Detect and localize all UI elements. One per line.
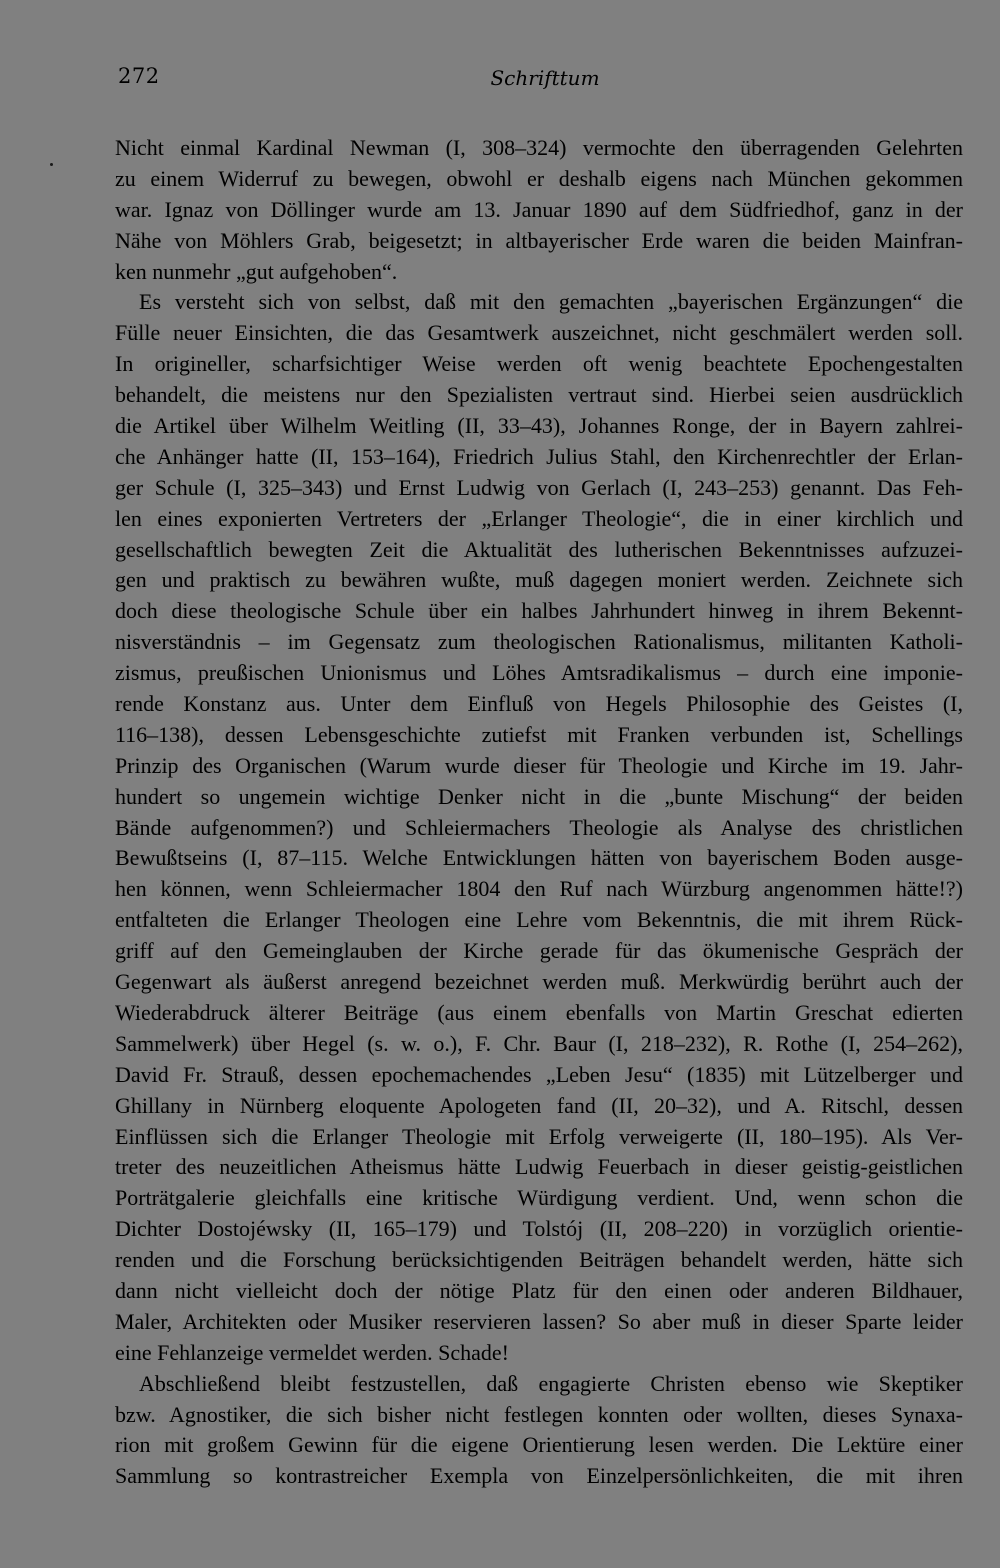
text-line: renden und die Forschung berücksichtigenden Beiträgen behandelt werden, hätte sich xyxy=(115,1247,963,1273)
text-line: behandelt, die meistens nur den Spezialisten vertraut sind. Hierbei seien ausdrücklich xyxy=(115,382,963,408)
text-line: hundert so ungemein wichtige Denker nicht in die „bunte Mischung“ der beiden xyxy=(115,783,963,809)
scan-speck xyxy=(50,163,53,166)
text-line: Nicht einmal Kardinal Newman (I, 308–324) vermochte den überragenden Gelehrten xyxy=(115,135,963,160)
text-line: entfalteten die Erlanger Theologen eine Lehre vom Bekenntnis, die mit ihrem Rück- xyxy=(115,907,963,933)
text-line: zu einem Widerruf zu bewegen, obwohl er deshalb eigens nach München gekommen xyxy=(115,165,963,191)
text-line: hen können, wenn Schleiermacher 1804 den Ruf nach Würzburg angenommen hätte!?) xyxy=(115,876,963,902)
text-line: doch diese theologische Schule über ein halbes Jahrhundert hinweg in ihrem Bekennt- xyxy=(115,598,963,624)
text-line: Fülle neuer Einsichten, die das Gesamtwerk auszeichnet, nicht geschmälert werden soll. xyxy=(115,320,963,346)
text-line: Bände aufgenommen?) und Schleiermachers Theologie als Analyse des christlichen xyxy=(115,814,963,840)
text-line: rion mit großem Gewinn für die eigene Orientierung lesen werden. Die Lektüre einer xyxy=(115,1432,963,1458)
text-line: zismus, preußischen Unionismus und Löhes Amtsradikalismus – durch eine imponie- xyxy=(115,660,963,686)
page-number: 272 xyxy=(118,64,160,88)
text-line: dann nicht vielleicht doch der nötige Platz für den einen oder anderen Bildhauer, xyxy=(115,1277,963,1303)
text-line: Einflüssen sich die Erlanger Theologie mit Erfolg verweigerte (II, 180–195). Als Ver- xyxy=(115,1123,963,1149)
paragraph xyxy=(115,1369,963,1493)
text-line: gesellschaftlich bewegten Zeit die Aktualität des lutherischen Bekenntnisses aufzuzei- xyxy=(115,536,963,562)
text-line: Bewußtseins (I, 87–115. Welche Entwicklungen hätten von bayerischem Boden ausge- xyxy=(115,845,963,871)
text-line: len eines exponierten Vertreters der „Erlanger Theologie“, die in einer kirchlich und xyxy=(115,505,963,531)
running-title: Schrifttum xyxy=(490,66,600,90)
text-line: die Artikel über Wilhelm Weitling (II, 33–43), Johannes Ronge, der in Bayern zahlrei- xyxy=(115,413,963,439)
text-line: nisverständnis – im Gegensatz zum theologischen Rationalismus, militanten Katholi- xyxy=(115,629,963,655)
text-line: Gegenwart als äußerst anregend bezeichnet werden muß. Merkwürdig berührt auch der xyxy=(115,969,963,995)
text-line: rende Konstanz aus. Unter dem Einfluß von Hegels Philosophie des Geistes (I, xyxy=(115,691,963,717)
text-line: Wiederabdruck älterer Beiträge (aus einem ebenfalls von Martin Greschat edierten xyxy=(115,999,963,1025)
text-line: 116–138), dessen Lebensgeschichte zutiefst mit Franken verbunden ist, Schellings xyxy=(115,721,963,747)
text-line: Ghillany in Nürnberg eloquente Apologeten fand (II, 20–32), und A. Ritschl, dessen xyxy=(115,1092,963,1118)
text-line: eine Fehlanzeige vermeldet werden. Schade! xyxy=(115,1339,509,1365)
text-line: Nähe von Möhlers Grab, beigesetzt; in altbayerischer Erde waren die beiden Mainfran- xyxy=(115,227,963,253)
text-line: Maler, Architekten oder Musiker reservieren lassen? So aber muß in dieser Sparte leider xyxy=(115,1308,963,1334)
text-line: In origineller, scharfsichtiger Weise werden oft wenig beachtete Epochengestalten xyxy=(115,351,963,377)
text-line: Sammelwerk) über Hegel (s. w. o.), F. Chr. Baur (I, 218–232), R. Rothe (I, 254–262), xyxy=(115,1030,963,1056)
text-line: ger Schule (I, 325–343) und Ernst Ludwig von Gerlach (I, 243–253) genannt. Das Feh- xyxy=(115,474,963,500)
paragraph xyxy=(115,287,963,1368)
text-line: Prinzip des Organischen (Warum wurde dieser für Theologie und Kirche im 19. Jahr- xyxy=(115,752,963,778)
body-text xyxy=(115,133,963,1492)
text-line: Dichter Dostojéwsky (II, 165–179) und Tolstój (II, 208–220) in vorzüglich orientie- xyxy=(115,1216,963,1242)
text-line: bzw. Agnostiker, die sich bisher nicht festlegen konnten oder wollten, dieses Synaxa- xyxy=(115,1401,963,1427)
text-line: Es versteht sich von selbst, daß mit den gemachten „bayerischen Ergänzungen“ die xyxy=(139,289,963,315)
text-line: Abschließend bleibt festzustellen, daß engagierte Christen ebenso wie Skeptiker xyxy=(139,1370,963,1396)
text-line: David Fr. Strauß, dessen epochemachendes „Leben Jesu“ (1835) mit Lützelberger und xyxy=(115,1061,963,1087)
text-line: ken nunmehr „gut aufgehoben“. xyxy=(115,258,398,284)
text-line: war. Ignaz von Döllinger wurde am 13. Januar 1890 auf dem Südfriedhof, ganz in der xyxy=(115,196,963,222)
text-line: Sammlung so kontrastreicher Exempla von Einzelpersönlichkeiten, die mit ihren xyxy=(115,1463,963,1489)
text-line: Porträtgalerie gleichfalls eine kritische Würdigung verdient. Und, wenn schon die xyxy=(115,1185,963,1211)
text-line: treter des neuzeitlichen Atheismus hätte Ludwig Feuerbach in dieser geistig-geistlichen xyxy=(115,1154,963,1180)
text-line: che Anhänger hatte (II, 153–164), Friedrich Julius Stahl, den Kirchenrechtler der Erlan- xyxy=(115,443,963,469)
text-line: griff auf den Gemeinglauben der Kirche gerade für das ökumenische Gespräch der xyxy=(115,938,963,964)
paragraph xyxy=(115,133,963,287)
text-line: gen und praktisch zu bewähren wußte, muß dagegen moniert werden. Zeichnete sich xyxy=(115,567,963,593)
